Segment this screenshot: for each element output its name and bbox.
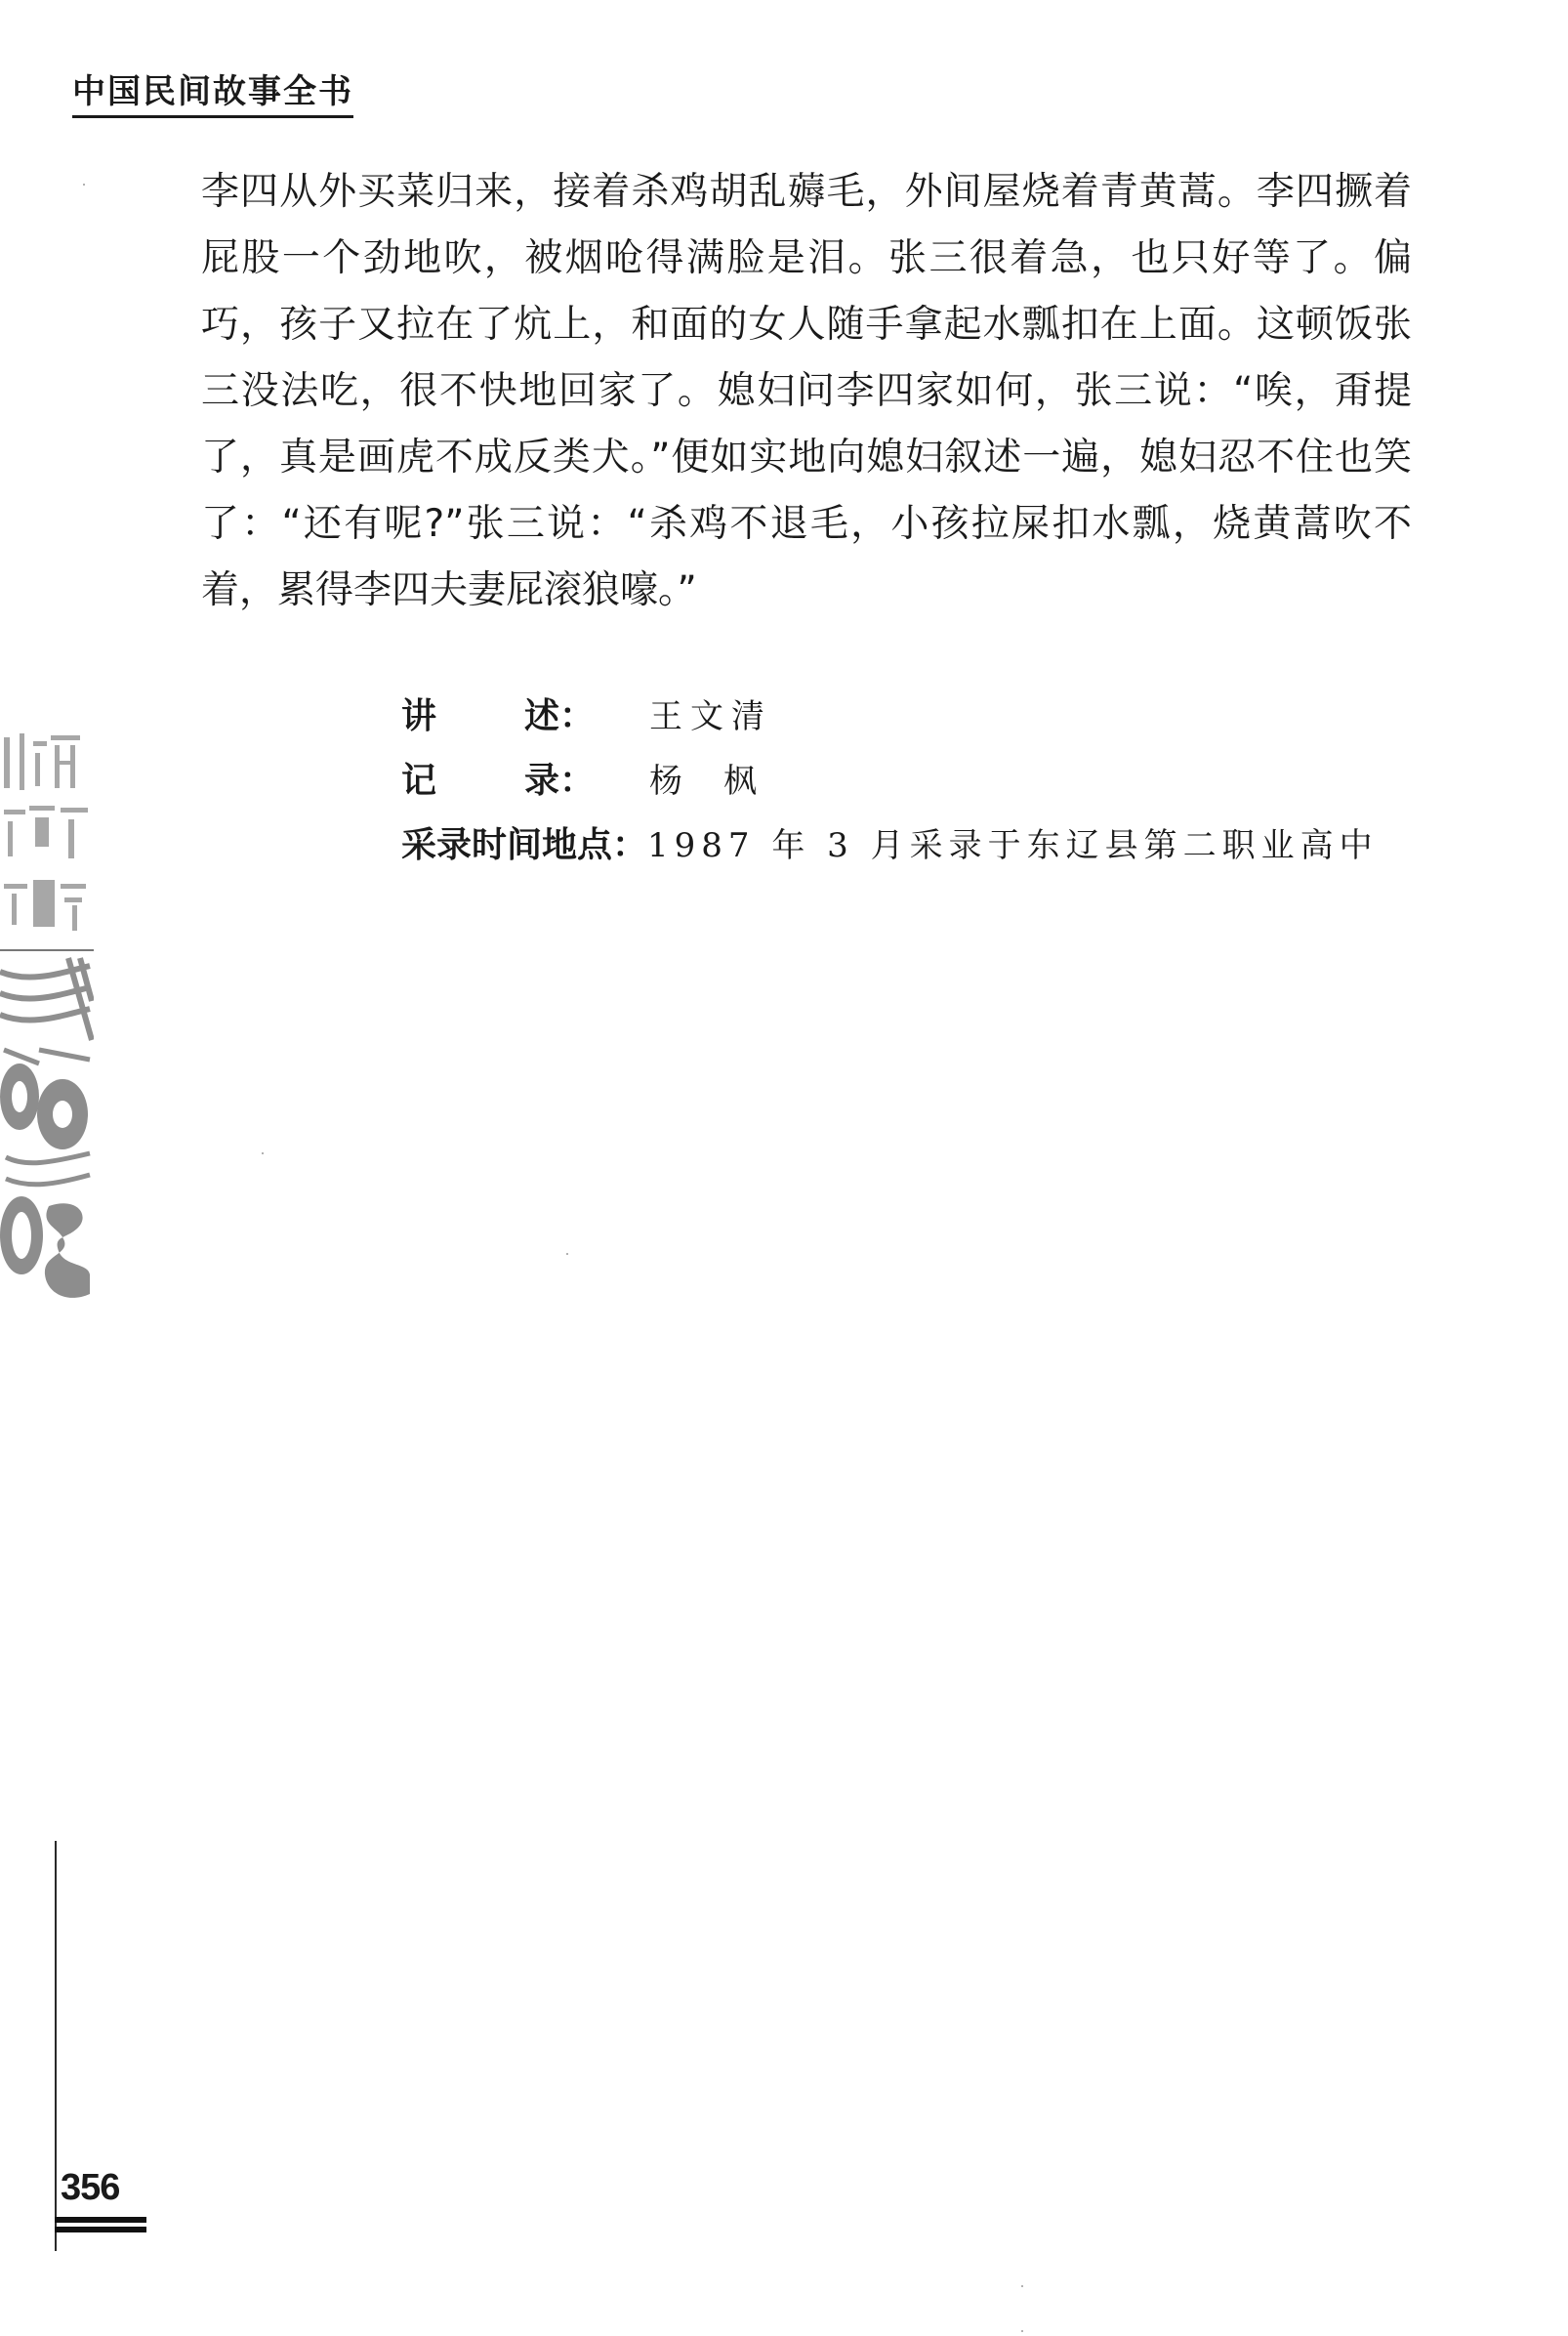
story-paragraph: 李四从外买菜归来，接着杀鸡胡乱薅毛，外间屋烧着青黄蒿。李四撅着屁股一个劲地吹，被烟呛得满脸是泪。张三很着急，也只好等了。偏巧，孩子又拉在了炕上，和面的女人随手拿起水瓢扣在上面。这顿饭张三没法吃，很不快地回家了。媳妇问李四家如何，张三说：“唉，甭提了，真是画虎不成反类犬。”便如实地向媳妇叙述一遍，媳妇忍不住也笑了：“还有呢?”张三说：“杀鸡不退毛，小孩拉屎扣水瓢，烧黄蒿吹不着，累得李四夫妻屁滚狼嚎。” <box>201 170 1412 612</box>
scan-speck <box>1021 2330 1023 2332</box>
narrator-value: 王文清 <box>649 697 772 736</box>
narrator-label-first: 讲 <box>401 696 437 736</box>
scan-speck <box>83 184 85 186</box>
scan-speck <box>1021 2285 1023 2287</box>
scan-speck <box>262 1152 264 1154</box>
folio-bar <box>55 2217 146 2223</box>
credit-recorder <box>401 753 1436 817</box>
scan-speck <box>566 1253 568 1255</box>
time-place-value: 1987 年 3 月采录于东辽县第二职业高中 <box>647 826 1379 865</box>
recorder-label <box>401 753 649 803</box>
narrator-label <box>401 688 649 738</box>
narrator-label-second: 述： <box>524 696 596 736</box>
folio-rule <box>55 1841 57 2251</box>
credit-time-place <box>401 817 1436 882</box>
folio-bar <box>55 2227 146 2232</box>
recorder-label-second: 录： <box>524 761 596 801</box>
folio-bars <box>55 2217 146 2236</box>
time-place-label: 采录时间地点： <box>401 825 648 865</box>
running-head: 中国民间故事全书 <box>72 72 353 118</box>
recorder-label-first: 记 <box>401 761 437 801</box>
edge-ornament-image <box>0 728 94 1304</box>
page-number: 356 <box>61 2167 120 2208</box>
credits-block <box>401 688 1436 882</box>
recorder-value: 杨枫 <box>649 762 798 801</box>
credit-narrator <box>401 688 1436 753</box>
